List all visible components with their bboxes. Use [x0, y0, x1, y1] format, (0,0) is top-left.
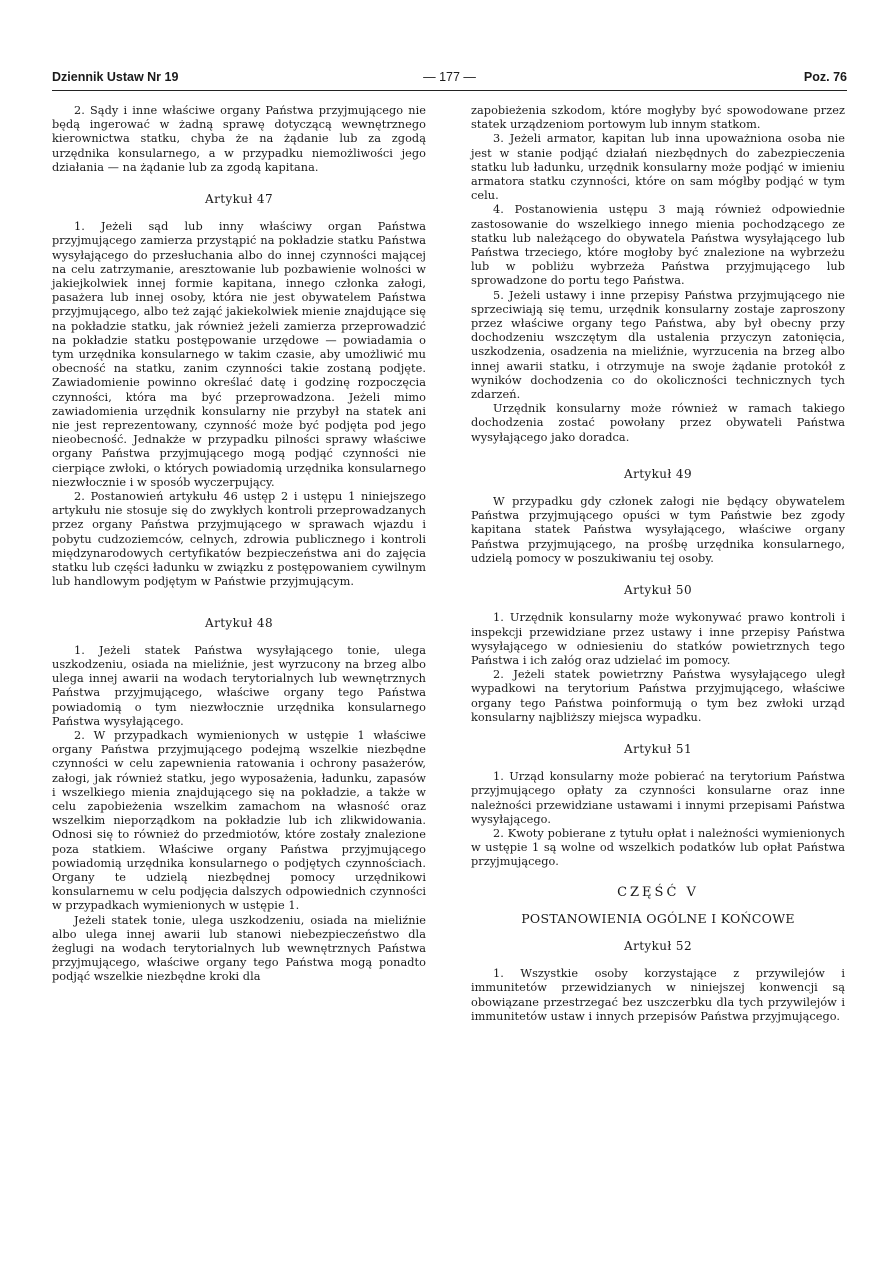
- paragraph: 1. Urząd konsularny może pobierać na terytorium Państwa przyjmującego opłaty za czynności konsularne oraz inne należności przewidziane ustawami i innymi przepisami Państwa wysyłającego.: [471, 770, 845, 826]
- paragraph: 4. Postanowienia ustępu 3 mają również odpowiednie zastosowanie do wszelkiego innego mienia pochodzącego ze statku lub należącego do obywatela Państwa wysyłającego lub Państwa trzeciego, które mogłoby być znalezione na wybrzeżu lub w pobliżu wybrzeża Państwa przyjmującego lub sprowadzone do portu tego Państwa.: [471, 203, 845, 288]
- article-48-heading: Artykuł 48: [205, 615, 273, 630]
- article-51-heading: Artykuł 51: [624, 741, 692, 756]
- paragraph: 2. Jeżeli statek powietrzny Państwa wysyłającego uległ wypadkowi na terytorium Państwa przyjmującego, właściwe organy tego Państwa poinformują o tym bez zwłoki urząd konsularny najbliższy miejsca wypadku.: [471, 668, 845, 724]
- right-column: [471, 104, 845, 1024]
- article-47-heading: Artykuł 47: [205, 192, 273, 207]
- journal-title: Dziennik Ustaw Nr 19: [52, 70, 179, 84]
- paragraph: 3. Jeżeli armator, kapitan lub inna upoważniona osoba nie jest w stanie podjąć działań niezbędnych do zabezpieczenia statku lub ładunku, urzędnik konsularny może podjąć w imieniu armatora statku czynności, które on sam mógłby podjąć w tym celu.: [471, 132, 845, 203]
- paragraph: Urzędnik konsularny może również w ramach takiego dochodzenia zostać powołany przez obywateli Państwa wysyłającego jako doradca.: [471, 402, 845, 444]
- paragraph: Jeżeli statek tonie, ulega uszkodzeniu, osiada na mieliźnie albo ulega innej awarii lub stanowi niebezpieczeństwo dla żeglugi na wodach terytorialnych lub wewnętrznych Państwa przyjmującego, właściwe organy tego Państwa mogą ponadto podjąć wszelkie niezbędne kroki dla: [52, 913, 426, 984]
- paragraph: W przypadku gdy członek załogi nie będący obywatelem Państwa przyjmującego opuści w tym Państwie bez zgody kapitana statek Państwa wysyłającego, właściwe organy Państwa przyjmującego, na prośbę urzędnika konsularnego, udzielą pomocy w poszukiwaniu tej osoby.: [471, 495, 845, 565]
- paragraph: 2. Sądy i inne właściwe organy Państwa przyjmującego nie będą ingerować w żadną sprawę dotyczącą wewnętrznego kierownictwa statku, chyba że na żądanie lub za zgodą urzędnika konsularnego, a w przypadku niemożliwości jego działania — na żądanie lub za zgodą kapitana.: [52, 104, 426, 174]
- section-heading: POSTANOWIENIA OGÓLNE I KOŃCOWE: [521, 910, 795, 926]
- paragraph: 1. Jeżeli statek Państwa wysyłającego tonie, ulega uszkodzeniu, osiada na mieliźnie, jest wyrzucony na brzeg albo ulega innej awarii na wodach terytorialnych lub wewnętrznych Państwa przyjmującego, właściwe organy tego Państwa powiadomią o tym niezwłocznie urzędnika konsularnego Państwa wysyłającego.: [52, 643, 426, 728]
- article-50-heading: Artykuł 50: [624, 583, 692, 598]
- page-number: — 177 —: [423, 70, 476, 84]
- paragraph: zapobieżenia szkodom, które mogłyby być spowodowane przez statek urządzeniom portowym lub innym statkom.: [471, 104, 845, 132]
- paragraph: 1. Urzędnik konsularny może wykonywać prawo kontroli i inspekcji przewidziane przez ustawy i inne przepisy Państwa wysyłającego w odniesieniu do statków powietrznych tego Państwa i ich załóg oraz udzielać im pomocy.: [471, 611, 845, 667]
- position-number: Poz. 76: [803, 70, 847, 84]
- paragraph: 1. Wszystkie osoby korzystające z przywilejów i immunitetów przewidzianych w niniejszej konwencji są obowiązane przestrzegać bez uszczerbku dla tych przywilejów i immunitetów ustaw i innych przepisów Państwa przyjmującego.: [471, 967, 845, 1023]
- page-header: [52, 68, 847, 91]
- paragraph: 2. Postanowień artykułu 46 ustęp 2 i ustępu 1 niniejszego artykułu nie stosuje się do zwykłych kontroli przeprowadzanych przez organy Państwa przyjmującego w sprawach wjazdu i pobytu cudzoziemców, celnych, zdrowia publicznego i kontroli międzynarodowych certyfikatów bezpieczeństwa ani do zajęcia statku lub części ładunku w związku z postępowaniem cywilnym lub handlowym podjętym w Państwie przyjmującym.: [52, 490, 426, 589]
- article-52-heading: Artykuł 52: [624, 938, 692, 953]
- article-49-heading: Artykuł 49: [624, 466, 692, 481]
- paragraph: 2. Kwoty pobierane z tytułu opłat i należności wymienionych w ustępie 1 są wolne od wszelkich podatków lub opłat Państwa przyjmującego.: [471, 826, 845, 869]
- paragraph: 2. W przypadkach wymienionych w ustępie 1 właściwe organy Państwa przyjmującego podejmą wszelkie niezbędne czynności w celu zapewnienia ratowania i ochrony pasażerów, załogi, jak również statku, jego wyposażenia, ładunku, zapasów i wszelkiego mienia znajdującego się na pokładzie, a także w celu zapobieżenia wszelkim zamachom na własność oraz wszelkim nieporządkom na pokładzie lub ich zlikwidowania. Odnosi się to również do przedmiotów, które zostały znalezione poza statkiem. Właściwe organy Państwa przyjmującego powiadomią urzędnika konsularnego o podjętych czynnościach. Organy te udzielą niezbędnej pomocy urzędnikowi konsularnemu w celu podjęcia dalszych odpowiednich czynności w przypadkach wymienionych w ustępie 1.: [52, 728, 426, 913]
- left-column: [52, 104, 426, 985]
- part-heading: CZĘŚĆ V: [617, 884, 699, 900]
- paragraph: 5. Jeżeli ustawy i inne przepisy Państwa przyjmującego nie sprzeciwiają się temu, urzędnik konsularny zostaje zaproszony przez właściwe organy tego Państwa, aby był obecny przy dochodzeniu wszczętym dla ustalenia przyczyn zatonięcia, uszkodzenia, osadzenia na mieliźnie, wyrzucenia na brzeg albo innej awarii statku, i otrzymuje na swoje żądanie protokół z wyników dochodzenia co do okoliczności technicznych tych zdarzeń.: [471, 288, 845, 402]
- paragraph: 1. Jeżeli sąd lub inny właściwy organ Państwa przyjmującego zamierza przystąpić na pokładzie statku Państwa wysyłającego do przesłuchania albo do innej czynności mającej na celu zatrzymanie, aresztowanie lub pozbawienie wolności w jakiejkolwiek innej formie kapitana, innego członka załogi, pasażera lub innej osoby, która nie jest obywatelem Państwa przyjmującego, albo też zająć jakiekolwiek mienie znajdujące się na pokładzie statku, jak również jeżeli zamierza przeprowadzić na pokładzie statku postępowanie urzędowe — powiadamia o tym urzędnika konsularnego w takim czasie, aby umożliwić mu obecność na statku, zanim czynności takie zostaną podjęte. Zawiadomienie powinno określać datę i godzinę rozpoczęcia czynności, która ma być przeprowadzona. Jeżeli mimo zawiadomienia urzędnik konsularny nie przybył na statek ani nie jest reprezentowany, czynność może być podjęta pod jego nieobecność. Jednakże w przypadku pilności sprawy właściwe organy Państwa przyjmującego mogą podjąć czynności nie cierpiące zwłoki, o których powiadomią urzędnika konsularnego niezwłocznie i w sposób wyczerpujący.: [52, 220, 426, 489]
